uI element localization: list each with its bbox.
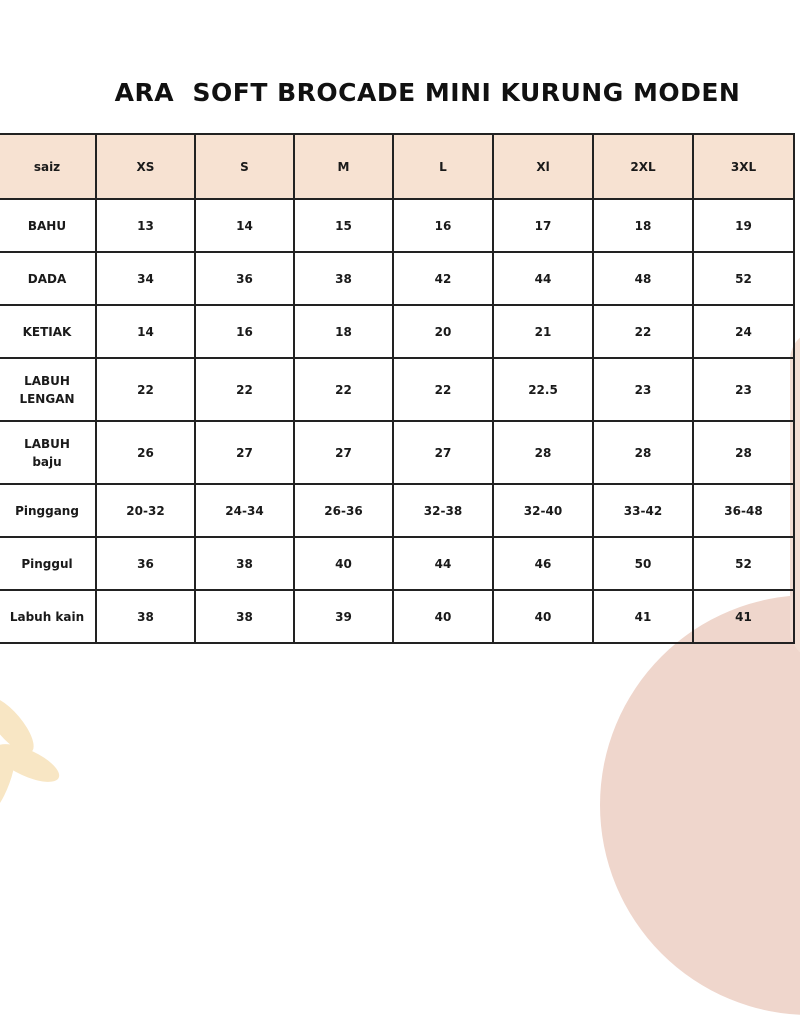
measurement-cell: 36-48 — [693, 484, 794, 537]
measurement-cell: 33-42 — [593, 484, 693, 537]
measurement-cell: 27 — [294, 421, 393, 484]
size-chart-table — [0, 133, 795, 644]
table-row — [0, 252, 794, 305]
header-cell-size: M — [294, 134, 393, 199]
measurement-cell: 23 — [593, 358, 693, 421]
measurement-cell: 22.5 — [493, 358, 593, 421]
measurement-cell: 24 — [693, 305, 794, 358]
header-cell-size: Xl — [493, 134, 593, 199]
measurement-cell: 16 — [393, 199, 493, 252]
measurement-cell: 26 — [96, 421, 195, 484]
measurement-cell: 41 — [593, 590, 693, 643]
row-label-text: LABUH — [24, 373, 70, 388]
measurement-cell: 19 — [693, 199, 794, 252]
measurement-cell: 52 — [693, 252, 794, 305]
measurement-cell: 15 — [294, 199, 393, 252]
row-label-cell — [0, 358, 96, 421]
page-title: ARA SOFT BROCADE MINI KURUNG MODEN — [114, 78, 741, 107]
measurement-cell: 17 — [493, 199, 593, 252]
row-label-text: LABUH — [24, 436, 70, 451]
measurement-cell: 14 — [96, 305, 195, 358]
row-label-cell — [0, 421, 96, 484]
measurement-cell: 50 — [593, 537, 693, 590]
measurement-cell: 20 — [393, 305, 493, 358]
row-label-cell — [0, 199, 96, 252]
measurement-cell: 27 — [393, 421, 493, 484]
measurement-cell: 22 — [294, 358, 393, 421]
measurement-cell: 27 — [195, 421, 294, 484]
row-label-text: Labuh kain — [9, 609, 85, 624]
row-label-text: baju — [32, 454, 62, 469]
row-label-text: Pinggul — [21, 556, 73, 571]
measurement-cell: 13 — [96, 199, 195, 252]
measurement-cell: 48 — [593, 252, 693, 305]
row-label-cell — [0, 590, 96, 643]
table-header-row — [0, 134, 794, 199]
table-row — [0, 358, 794, 421]
measurement-cell: 42 — [393, 252, 493, 305]
measurement-cell: 22 — [393, 358, 493, 421]
measurement-cell: 34 — [96, 252, 195, 305]
measurement-cell: 38 — [96, 590, 195, 643]
measurement-cell: 38 — [195, 590, 294, 643]
row-label-text: KETIAK — [22, 324, 72, 339]
measurement-cell: 39 — [294, 590, 393, 643]
measurement-cell: 22 — [96, 358, 195, 421]
row-label-text: LENGAN — [19, 391, 75, 406]
table-row — [0, 305, 794, 358]
measurement-cell: 40 — [493, 590, 593, 643]
measurement-cell: 16 — [195, 305, 294, 358]
row-label-text: Pinggang — [15, 503, 79, 518]
header-cell-size: XS — [96, 134, 195, 199]
measurement-cell: 22 — [195, 358, 294, 421]
header-cell-size: S — [195, 134, 294, 199]
row-label-cell — [0, 484, 96, 537]
measurement-cell: 52 — [693, 537, 794, 590]
measurement-cell: 44 — [393, 537, 493, 590]
row-label-cell — [0, 537, 96, 590]
row-label-text: DADA — [27, 271, 67, 286]
measurement-cell: 24-34 — [195, 484, 294, 537]
measurement-cell: 28 — [593, 421, 693, 484]
measurement-cell: 22 — [593, 305, 693, 358]
table-row — [0, 484, 794, 537]
measurement-cell: 46 — [493, 537, 593, 590]
measurement-cell: 36 — [96, 537, 195, 590]
header-cell-label: saiz — [0, 134, 96, 199]
measurement-cell: 40 — [294, 537, 393, 590]
measurement-cell: 23 — [693, 358, 794, 421]
measurement-cell: 32-40 — [493, 484, 593, 537]
measurement-cell: 21 — [493, 305, 593, 358]
measurement-cell: 40 — [393, 590, 493, 643]
table-row — [0, 537, 794, 590]
measurement-cell: 28 — [493, 421, 593, 484]
measurement-cell: 20-32 — [96, 484, 195, 537]
measurement-cell: 36 — [195, 252, 294, 305]
measurement-cell: 28 — [693, 421, 794, 484]
measurement-cell: 44 — [493, 252, 593, 305]
measurement-cell: 41 — [693, 590, 794, 643]
measurement-cell: 32-38 — [393, 484, 493, 537]
measurement-cell: 18 — [593, 199, 693, 252]
row-label-cell — [0, 305, 96, 358]
table-row — [0, 421, 794, 484]
measurement-cell: 38 — [294, 252, 393, 305]
table-row — [0, 590, 794, 643]
header-cell-size: 2XL — [593, 134, 693, 199]
measurement-cell: 38 — [195, 537, 294, 590]
measurement-cell: 18 — [294, 305, 393, 358]
header-cell-size: 3XL — [693, 134, 794, 199]
measurement-cell: 26-36 — [294, 484, 393, 537]
row-label-text: BAHU — [27, 218, 67, 233]
decorative-circle — [600, 595, 800, 1015]
measurement-cell: 14 — [195, 199, 294, 252]
table-row — [0, 199, 794, 252]
row-label-cell — [0, 252, 96, 305]
header-cell-size: L — [393, 134, 493, 199]
